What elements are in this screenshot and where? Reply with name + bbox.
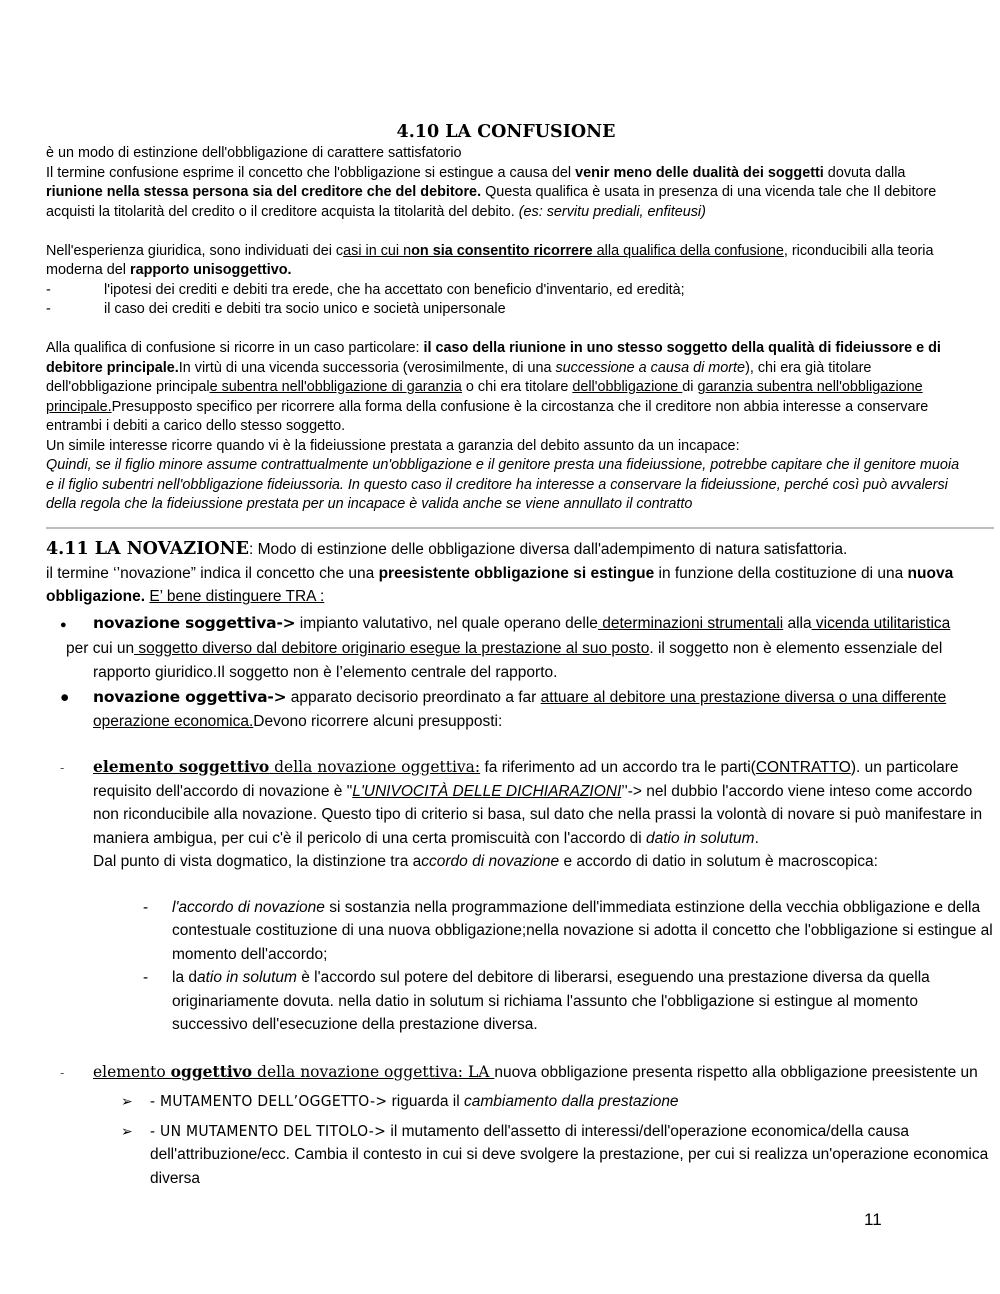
sub-item-accordo-novazione: - l'accordo di novazione si sostanzia nella programmazione dell'immediata estinzione della vecchia obbligazione e della contestuale costituzione di una nuova obbligazione;nella novazione si adotta il concetto che l'obbligazione si estingue al momento dell'accordo; [143,898,993,963]
paragraph-interesse: Un simile interesse ricorre quando vi è la fideiussione prestata a garanzia del debito assunto da un incapace: [46,437,740,454]
section-title-4-10: 4.10 LA CONFUSIONE [396,122,616,142]
arrow-bullet-icon: ➢ [121,1093,133,1109]
section-heading-4-11: 4.11 LA NOVAZIONE: Modo di estinzione delle obbligazione diversa dall'adempimento di natura satisfattoria. [46,539,848,559]
bullet-icon: ● [60,618,67,631]
paragraph-fideiussore: Alla qualifica di confusione si ricorre in un caso particolare: il caso della riunione in uno stesso soggetto della qualità di fideiussore e di debitore principale.In virtù di una vicenda successoria (verosimilmente, di una successione a causa di morte), chi era già titolare dell'obbligazione principale subentra nell'obbligazione di garanzia o chi era titolare dell'obbligazione di garanzia subentra nell'obbligazione principale.Presupposto specifico per ricorrere alla forma della confusione è la circostanza che il creditore non abbia interesse a conservare entrambi i debiti a carico dello stesso soggetto. [46,340,941,434]
paragraph-novazione-intro: il termine ‘’novazione” indica il concetto che una preesistente obbligazione si estingue in funzione della costituzione di una nuova obbligazione. E’ bene distinguere TRA : [46,564,954,605]
list-item: - il caso dei crediti e debiti tra socio unico e società unipersonale [46,301,506,317]
paragraph-confusione-concept: Il termine confusione esprime il concetto che l'obbligazione si estingue a causa del venir meno delle dualità dei soggetti dovuta dalla riunione nella stessa persona sia del creditore che del debitore. Questa qualifica è usata in presenza di una vicenda tale che Il debitore acquisti la titolarità del credito o il creditore acquista la titolarità del debito. (es: servitu prediali, enfiteusi) [46,164,937,220]
bullet-continuation: rapporto giuridico.Il soggetto non è l’elemento centrale del rapporto. [93,663,558,681]
bullet-icon: ● [60,689,70,706]
section-confusione [46,120,966,515]
bullet-novazione-soggettiva: ● novazione soggettiva-> impianto valutativo, nel quale operano delle determinazioni strumentali alla vicenda utilitaristica [46,612,996,638]
horizontal-divider [46,527,994,529]
list-item: - l'ipotesi dei crediti e debiti tra erede, che ha accettato con beneficio d'inventario, ed eredità; [46,281,685,298]
sub-item-datio-in-solutum: - la datio in solutum è l'accordo sul potere del debitore di liberarsi, eseguendo una prestazione diversa da quella originariamente dovuta. nella datio in solutum si richiama l'assunto che l'obbligazione si estingue al momento successivo dell'esecuzione della prestazione diversa. [143,969,930,1033]
arrow-item-mutamento-titolo: ➢ - UN MUTAMENTO DEL TITOLO-> il mutamento dell'assetto di interessi/dell'operazione economica/della causa dell'attribuzione/ecc. Cambia il contesto in cui si deve svolgere la prestazione, per cui si realizza un'operazione economica diversa [121,1121,989,1187]
page-number: 11 [864,1210,882,1229]
bullet-continuation: per cui un soggetto diverso dal debitore originario esegue la prestazione al suo posto. il soggetto non è elemento essenziale del [66,640,943,657]
paragraph-exceptions: Nell'esperienza giuridica, sono individuati dei casi in cui non sia consentito ricorrere alla qualifica della confusione, riconducibili alla teoria moderna del rapporto unisoggettivo. [46,242,934,278]
section-novazione [46,538,996,1190]
dash-item-elemento-oggettivo: - elemento oggettivo della novazione oggettiva: LA nuova obbligazione presenta rispetto alla obbligazione preesistente un [60,1061,978,1081]
section-title-4-11: 4.11 LA NOVAZIONE [46,539,249,559]
arrow-bullet-icon: ➢ [121,1122,133,1139]
dash-item-elemento-soggettivo: - elemento soggettivo della novazione oggettiva: fa riferimento ad un accordo tra le parti(CONTRATTO). un particolare requisito dell'accordo di novazione è "L'UNIVOCITÀ DELLE DICHIARAZIONI’'-> nel dubbio l'accordo viene inteso come accordo non riconducibile alla novazione. Questo tipo di criterio si basa, sul dato che nella prassi la volontà di novare si può manifestare in maniera ambigua, per cui c'è il pericolo di una certa promiscuità con l'accordo di datio in solutum. Dal punto di vista dogmatico, la distinzione tra accordo di novazione e accordo di datio in solutum è macroscopica: [60,757,983,870]
bullet-novazione-oggettiva: ● novazione oggettiva-> apparato decisorio preordinato a far attuare al debitore una prestazione diversa o una differente operazione economica.Devono ricorrere alcuni presupposti: [46,686,996,733]
paragraph-example: Quindi, se il figlio minore assume contrattualmente un'obbligazione e il genitore presta una fideiussione, potrebbe capitare che il genitore muoia e il figlio subentri nell'obbligazione fideiussoria. In questo caso il creditore ha interesse a conservare la fideiussione, perché così può avvalersi della regola che la fideiussione prestata per un incapace è valida anche se viene annullato il contratto [46,457,960,512]
arrow-item-mutamento-oggetto: ➢ - MUTAMENTO DELL’OGGETTO-> riguarda il cambiamento dalla prestazione [46,1090,996,1114]
definition-line: è un modo di estinzione dell'obbligazione di carattere sattisfatorio [46,145,462,161]
